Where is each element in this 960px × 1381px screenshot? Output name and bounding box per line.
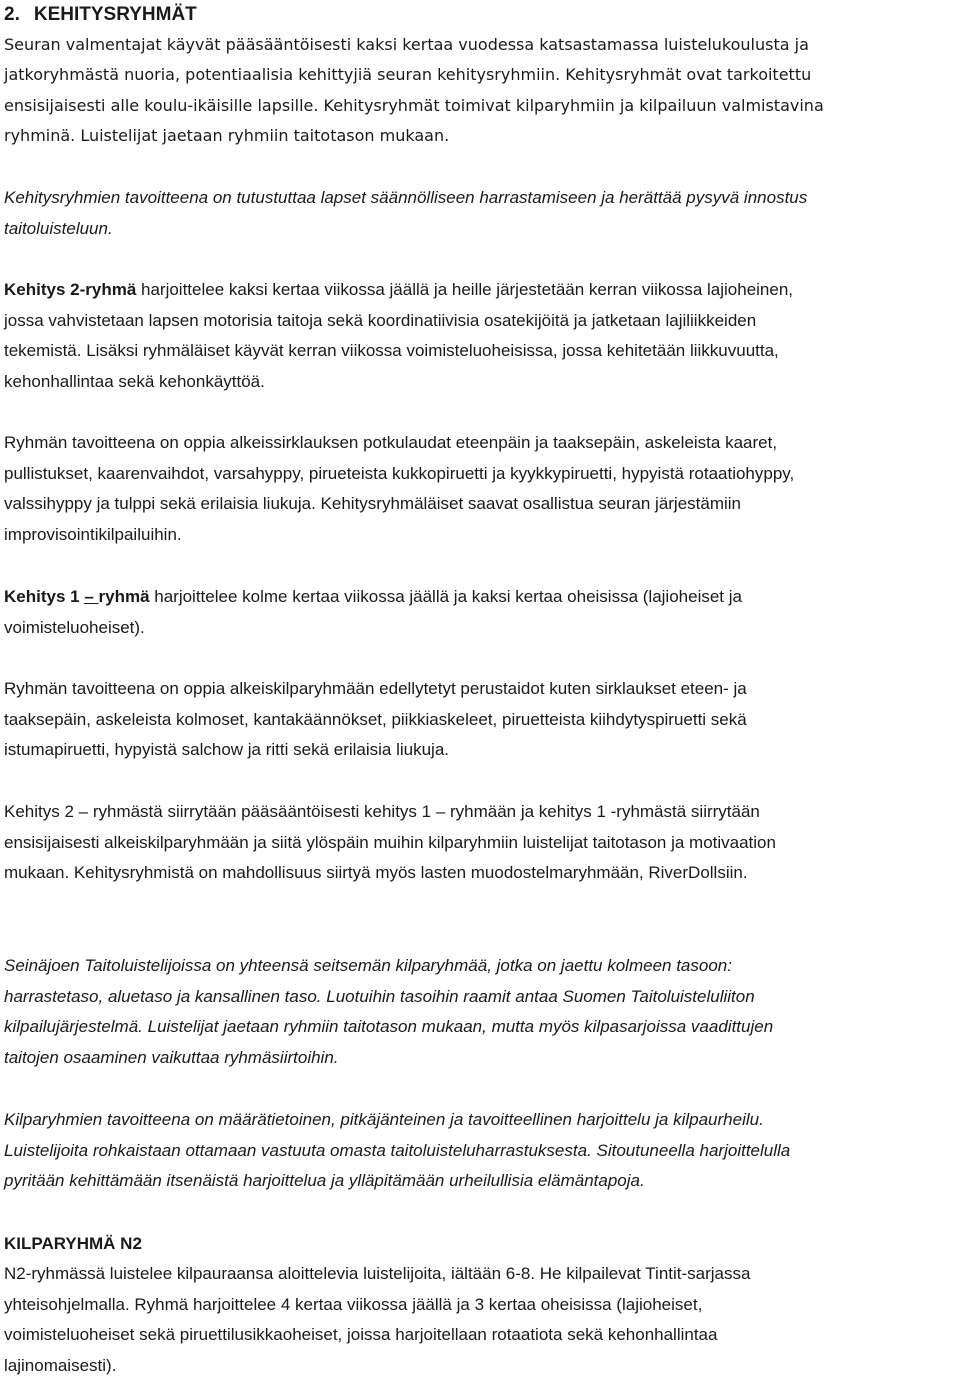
n2-paragraph [4, 1259, 958, 1381]
text-line: yhteisohjelmalla. Ryhmä harjoittelee 4 kertaa viikossa jäällä ja 3 kertaa oheisissa (lajioheiset, [4, 1294, 703, 1314]
intro-paragraph [4, 30, 958, 151]
transition-paragraph [4, 797, 958, 889]
text-span: harjoittelee kaksi kertaa viikossa jäällä ja heille järjestetään kerran viikossa lajioheinen, [136, 280, 794, 299]
text-line: ensisijaisesti alle koulu-ikäisille lapsille. Kehitysryhmät toimivat kilparyhmiin ja kilpailuun valmistavina [4, 95, 824, 115]
text-line: Seinäjoen Taitoluistelijoissa on yhteensä seitsemän kilparyhmää, jotka on jaettu kolmeen tasoon: [4, 956, 732, 975]
text-line: jossa vahvistetaan lapsen motorisia taitoja sekä koordinatiivisia osatekijöitä ja jatketaan lajiliikkeiden [4, 310, 757, 330]
text-line: Kehitys 2 – ryhmästä siirrytään pääsääntöisesti kehitys 1 – ryhmään ja kehitys 1 -ryhmästä siirrytään [4, 802, 760, 821]
text-line [4, 582, 958, 613]
text-line: Kehitysryhmien tavoitteena on tutustuttaa lapset säännölliseen harrastamiseen ja herättää pysyvä innostus [4, 188, 808, 207]
text-line: taaksepäin, askeleista kolmoset, kantakäännökset, piikkiaskeleet, piruetteista kiihdytyspiruetti sekä [4, 709, 747, 729]
text-line: kehonhallintaa sekä kehonkäyttöä. [4, 371, 265, 391]
kehitys1-goal-paragraph [4, 674, 958, 766]
text-line: Kilparyhmien tavoitteena on määrätietoinen, pitkäjänteinen ja tavoitteellinen harjoittelu ja kilpaurheilu. [4, 1110, 764, 1129]
text-line: taitojen osaaminen vaikuttaa ryhmäsiirtoihin. [4, 1047, 339, 1067]
text-line: harrastetaso, aluetaso ja kansallinen taso. Luotuihin tasoihin raamit antaa Suomen Taitoluisteluliiton [4, 986, 755, 1006]
text-line: valssihyppy ja tulppi sekä erilaisia liukuja. Kehitysryhmäläiset saavat osallistua seuran järjestämiin [4, 494, 742, 514]
text-line: jatkoryhmästä nuoria, potentiaalisia kehittyjiä seuran kehitysryhmiin. Kehitysryhmät ovat tarkoitettu [4, 65, 812, 85]
goal-paragraph [4, 183, 958, 244]
text-line: tekemistä. Lisäksi ryhmäläiset käyvät kerran viikossa voimisteluoheisissa, jossa kehitetään liikkuvuutta, [4, 341, 779, 361]
kehitys2-paragraph [4, 275, 958, 397]
text-line [4, 275, 958, 306]
competition-goal-paragraph [4, 1105, 958, 1197]
text-line: voimisteluoheiset). [4, 617, 145, 637]
section-number: 2. [4, 4, 20, 25]
section-title: KEHITYSRYHMÄT [33, 4, 197, 25]
text-line: Ryhmän tavoitteena on oppia alkeissirklauksen potkulaudat eteenpäin ja taaksepäin, askeleista kaaret, [4, 433, 778, 452]
text-line: mukaan. Kehitysryhmistä on mahdollisuus siirtyä myös lasten muodostelmaryhmään, RiverDollsiin. [4, 863, 748, 883]
kehitys1-paragraph [4, 582, 958, 643]
kehitys1-label-end: ryhmä [98, 587, 150, 606]
text-line: ensisijaisesti alkeiskilparyhmään ja siitä ylöspäin muihin kilparyhmiin luistelijat taitotason ja motivaation [4, 832, 776, 852]
text-line: pyritään kehittämään itsenäistä harjoittelua ja ylläpitämään urheilullisia elämäntapoja. [4, 1171, 645, 1191]
section-heading [4, 2, 197, 28]
text-line: lajinomaisesti). [4, 1355, 117, 1375]
text-line: ryhminä. Luistelijat jaetaan ryhmiin taitotason mukaan. [4, 125, 450, 145]
kehitys2-label: Kehitys 2-ryhmä [4, 280, 137, 299]
kehitys1-label: Kehitys 1 [4, 587, 85, 606]
text-line: Luistelijoita rohkaistaan ottamaan vastuuta omasta taitoluisteluharrastuksesta. Sitoutuneella harjoittelulla [4, 1140, 791, 1160]
text-line: Seuran valmentajat käyvät pääsääntöisesti kaksi kertaa vuodessa katsastamassa luistelukoulusta ja [4, 35, 809, 54]
kehitys1-dash: – [84, 587, 99, 606]
n2-heading: KILPARYHMÄ N2 [4, 1234, 142, 1253]
text-line: Ryhmän tavoitteena on oppia alkeiskilparyhmään edellytetyt perustaidot kuten sirklaukset eteen- ja [4, 679, 747, 698]
competition-groups-paragraph [4, 951, 958, 1073]
text-line: istumapiruetti, hypyistä salchow ja ritti sekä erilaisia liukuja. [4, 740, 450, 760]
text-line: N2-ryhmässä luistelee kilpauraansa aloittelevia luistelijoita, iältään 6-8. He kilpailevat Tintit-sarjassa [4, 1264, 751, 1283]
text-line: improvisointikilpailuihin. [4, 524, 182, 544]
text-line: voimisteluoheiset sekä piruettilusikkaoheiset, joissa harjoitellaan rotaatiota sekä kehonhallintaa [4, 1325, 718, 1345]
kehitys2-goal-paragraph [4, 428, 958, 550]
text-span: harjoittelee kolme kertaa viikossa jäällä ja kaksi kertaa oheisissa (lajioheiset ja [149, 587, 742, 606]
text-line: pullistukset, kaarenvaihdot, varsahyppy, pirueteista kukkopiruetti ja kyykkypiruetti, hypyistä rotaatiohyppy, [4, 463, 795, 483]
text-line: kilpailujärjestelmä. Luistelijat jaetaan ryhmiin taitotason mukaan, mutta myös kilpasarjoissa vaadittujen [4, 1017, 774, 1037]
text-line: taitoluisteluun. [4, 218, 113, 238]
